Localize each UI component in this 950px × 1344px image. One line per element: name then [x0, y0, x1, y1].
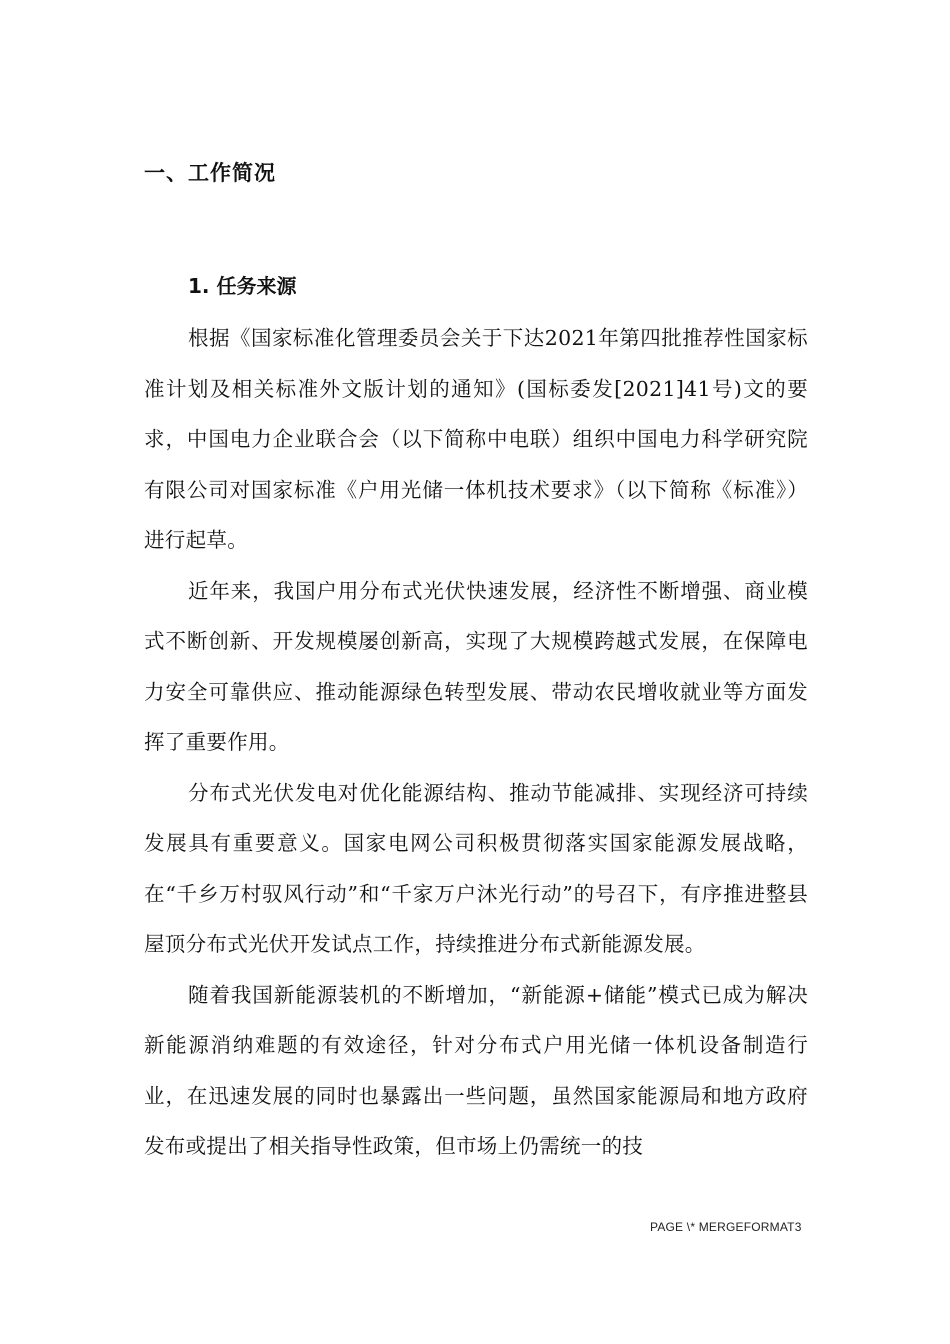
subsection-title: 1. 任务来源	[188, 274, 297, 298]
paragraph-storage: 随着我国新能源装机的不断增加，“新能源+储能”模式已成为解决新能源消纳难题的有效途径，针对分布式户用光储一体机设备制造行业，在迅速发展的同时也暴露出一些问题，虽然国家能源局和地方政府发布或提出了相关指导性政策，但市场上仍需统一的技	[144, 982, 808, 1158]
paragraph-task-source: 根据《国家标准化管理委员会关于下达2021年第四批推荐性国家标准计划及相关标准外文版计划的通知》(国标委发[2021]41号)文的要求，中国电力企业联合会（以下简称中电联）组织中国电力科学研究院有限公司对国家标准《户用光储一体机技术要求》（以下简称《标准》）进行起草。	[144, 326, 808, 552]
body-text	[144, 313, 808, 1172]
paragraph-recent-development: 近年来，我国户用分布式光伏快速发展，经济性不断增强、商业模式不断创新、开发规模屡创新高，实现了大规模跨越式发展，在保障电力安全可靠供应、推动能源绿色转型发展、带动农民增收就业等方面发挥了重要作用。	[144, 578, 808, 754]
paragraph-significance: 分布式光伏发电对优化能源结构、推动节能减排、实现经济可持续发展具有重要意义。国家电网公司积极贯彻落实国家能源发展战略，在“千乡万村驭风行动”和“千家万户沐光行动”的号召下，有序推进整县屋顶分布式光伏开发试点工作，持续推进分布式新能源发展。	[144, 780, 808, 956]
page-footer: PAGE \* MERGEFORMAT3	[650, 1220, 802, 1234]
section-title: 一、工作简况	[144, 161, 276, 185]
